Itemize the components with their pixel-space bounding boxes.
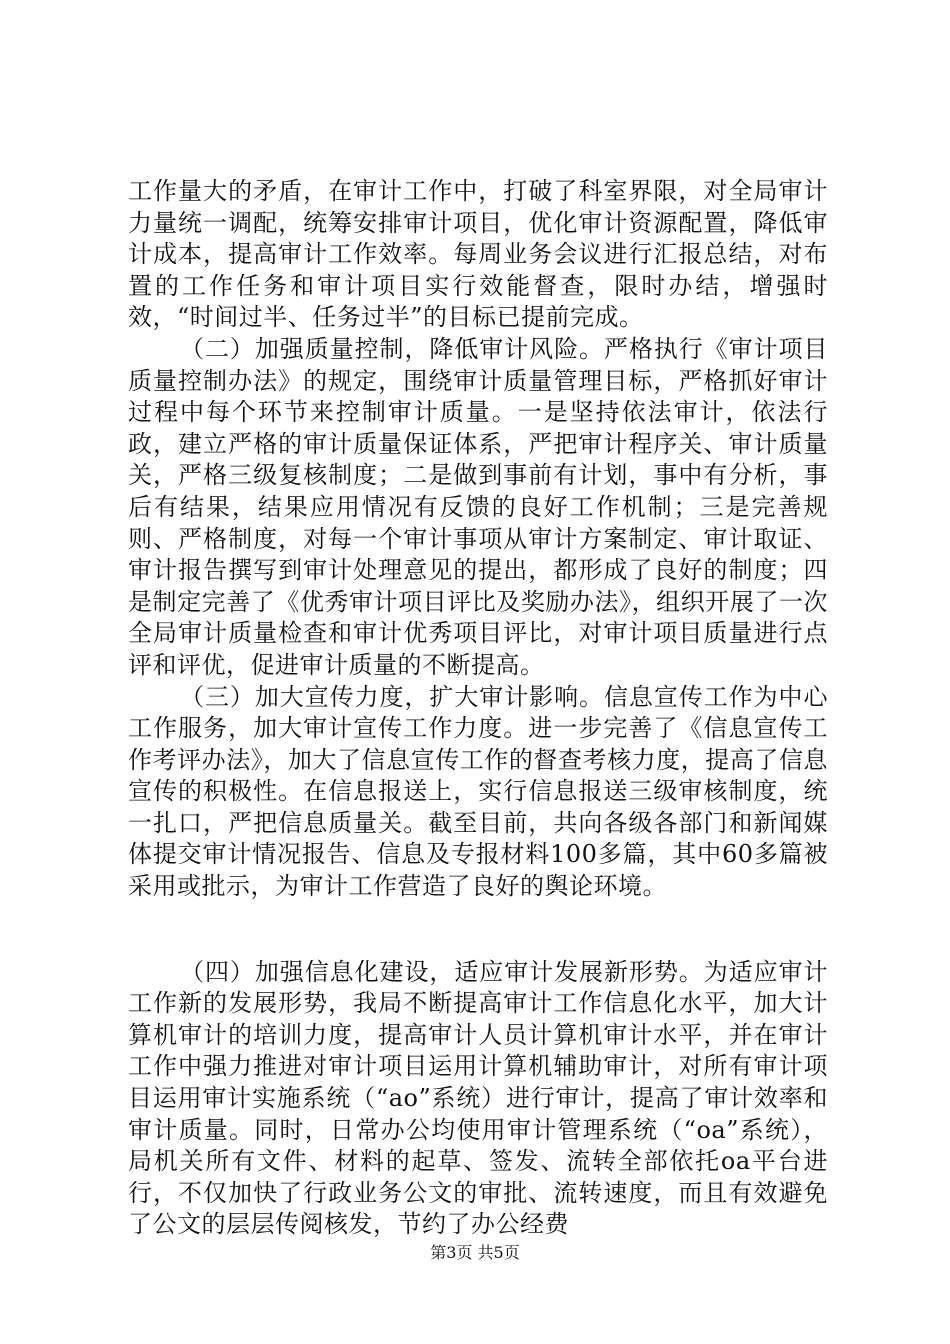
- document-body: [128, 176, 828, 1241]
- paragraph-publicity: （三）加大宣传力度，扩大审计影响。信息宣传工作为中心工作服务，加大审计宣传工作力度。进一步完善了《信息宣传工作考评办法》，加大了信息宣传工作的督查考核力度，提高了信息宣传的积极性。在信息报送上，实行信息报送三级审核制度，统一扎口，严把信息质量关。截至目前，共向各级各部门和新闻媒体提交审计情况报告、信息及专报材料100多篇，其中60多篇被采用或批示，为审计工作营造了良好的舆论环境。: [128, 682, 828, 901]
- page-footer: 第3页 共5页: [430, 1243, 520, 1262]
- paragraph-informatization: （四）加强信息化建设，适应审计发展新形势。为适应审计工作新的发展形势，我局不断提高审计工作信息化水平，加大计算机审计的培训力度，提高审计人员计算机审计水平，并在审计工作中强力推进对审计项目运用计算机辅助审计，对所有审计项目运用审计实施系统（“ao”系统）进行审计，提高了审计效率和审计质量。同时，日常办公均使用审计管理系统（“oa”系统），局机关所有文件、材料的起草、签发、流转全部依托oa平台进行，不仅加快了行政业务公文的审批、流转速度，而且有效避免了公文的层层传阅核发，节约了办公经费: [128, 957, 828, 1239]
- paragraph-quality-control: （二）加强质量控制，降低审计风险。严格执行《审计项目质量控制办法》的规定，围绕审计质量管理目标，严格抓好审计过程中每个环节来控制审计质量。一是坚持依法审计，依法行政，建立严格的审计质量保证体系，严把审计程序关、审计质量关，严格三级复核制度；二是做到事前有计划，事中有分析，事后有结果，结果应用情况有反馈的良好工作机制；三是完善规则、严格制度，对每一个审计事项从审计方案制定、审计取证、审计报告撰写到审计处理意见的提出，都形成了良好的制度；四是制定完善了《优秀审计项目评比及奖励办法》，组织开展了一次全局审计质量检查和审计优秀项目评比，对审计项目质量进行点评和评优，促进审计质量的不断提高。: [128, 334, 828, 679]
- paragraph-continuation: 工作量大的矛盾，在审计工作中，打破了科室界限，对全局审计力量统一调配，统筹安排审计项目，优化审计资源配置，降低审计成本，提高审计工作效率。每周业务会议进行汇报总结，对布置的工作任务和审计项目实行效能督查，限时办结，增强时效，“时间过半、任务过半”的目标已提前完成。: [128, 177, 828, 332]
